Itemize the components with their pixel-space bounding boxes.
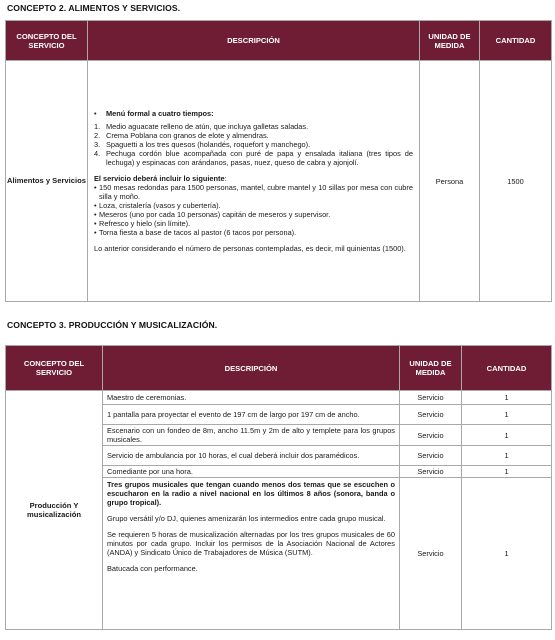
table-row [6,61,552,302]
servicio-name: Producción Y musicalización [6,391,103,630]
list-item: • Torna fiesta a base de tacos al pastor (6 tacos por persona). [94,228,297,237]
menu-item: 1. Medio aguacate relleno de atún, que incluya galletas saladas. [94,122,309,131]
menu-heading: • Menú formal a cuatro tiempos: [94,109,214,118]
table-row: Escenario con un fondeo de 8m, ancho 11.5m y 2m de alto y templete para los grupos musicales. Servicio 1 [6,425,552,446]
menu-item: 4. Pechuga cordón blue acompañada con puré de papa y ensalada italiana (tres tipos de lechuga) y espinacas con arándanos, pasas, nuez, queso de cabra y ajonjolí. [94,149,413,167]
table-row: Producción Y musicalización Maestro de ceremonias. Servicio 1 [6,391,552,405]
bullet-icon: • [94,109,97,118]
list-item: • Meseros (uno por cada 10 personas) capitán de meseros y supervisor. [94,210,331,219]
table-row: 1 pantalla para proyectar el evento de 197 cm de largo por 197 cm de ancho. Servicio 1 [6,405,552,425]
nota-text: Lo anterior considerando el número de personas contempladas, es decir, mil quinientas (1500). [94,244,406,253]
incluir-heading: El servicio deberá incluir lo siguiente: [94,174,227,183]
musica-description: Tres grupos musicales que tengan cuando menos dos temas que se escuchen o escucharon en la radio a nivel nacional en los últimos 8 años (sonora, banda o grupo tropical). Grupo versátil y/o DJ, quienes amenizarán los intermedios entre cada grupo musical. Se requieren 5 horas de musicalización alternadas por los tres grupos musicales de 60 minutos por cada grupo. Incluir los permisos de la Asociación Nacional de Actores (ANDA) y Sindicato Único de Trabajadores de Música (SUTM). Batucada con performance. [103,478,400,630]
list-item: • Refresco y hielo (sin límite). [94,219,191,228]
description-cell [88,61,420,302]
list-item: • 150 mesas redondas para 1500 personas, mantel, cubre mantel y 10 sillas por mesa con cubre silla y moño. [94,183,413,201]
table-row: Servicio de ambulancia por 10 horas, el cual deberá incluir dos paramédicos. Servicio 1 [6,446,552,466]
header-descripcion: DESCRIPCIÓN [103,346,400,391]
header-concepto: CONCEPTO DEL SERVICIO [6,346,103,391]
table-header-row [6,21,552,61]
cantidad-value: 1500 [480,61,552,302]
list-item: • Loza, cristalería (vasos y cubertería). [94,201,221,210]
header-cantidad: CANTIDAD [462,346,552,391]
menu-item: 3. Spaguetti a los tres quesos (holandés, roquefort y manchego). [94,140,311,149]
header-unidad: UNIDAD DE MEDIDA [400,346,462,391]
table-concepto-3 [5,345,552,630]
header-concepto: CONCEPTO DEL SERVICIO [6,21,88,61]
header-descripcion: DESCRIPCIÓN [88,21,420,61]
table-header-row [6,346,552,391]
section-title-concepto-2: CONCEPTO 2. ALIMENTOS Y SERVICIOS. [7,3,181,13]
table-row: Comediante por una hora. Servicio 1 [6,466,552,478]
menu-item: 2. Crema Poblana con granos de elote y almendras. [94,131,269,140]
table-row: Tres grupos musicales que tengan cuando menos dos temas que se escuchen o escucharon en la radio a nivel nacional en los últimos 8 años (sonora, banda o grupo tropical). Grupo versátil y/o DJ, quienes amenizarán los intermedios entre cada grupo musical. Se requieren 5 horas de musicalización alternadas por los tres grupos musicales de 60 minutos por cada grupo. Incluir los permisos de la Asociación Nacional de Actores (ANDA) y Sindicato Único de Trabajadores de Música (SUTM). Batucada con performance. Servicio 1 [6,478,552,630]
servicio-name: Alimentos y Servicios [6,61,88,302]
header-unidad: UNIDAD DE MEDIDA [420,21,480,61]
header-cantidad: CANTIDAD [480,21,552,61]
unidad-value: Persona [420,61,480,302]
section-title-concepto-3: CONCEPTO 3. PRODUCCIÓN Y MUSICALIZACIÓN. [7,320,218,330]
table-concepto-2 [5,20,552,302]
